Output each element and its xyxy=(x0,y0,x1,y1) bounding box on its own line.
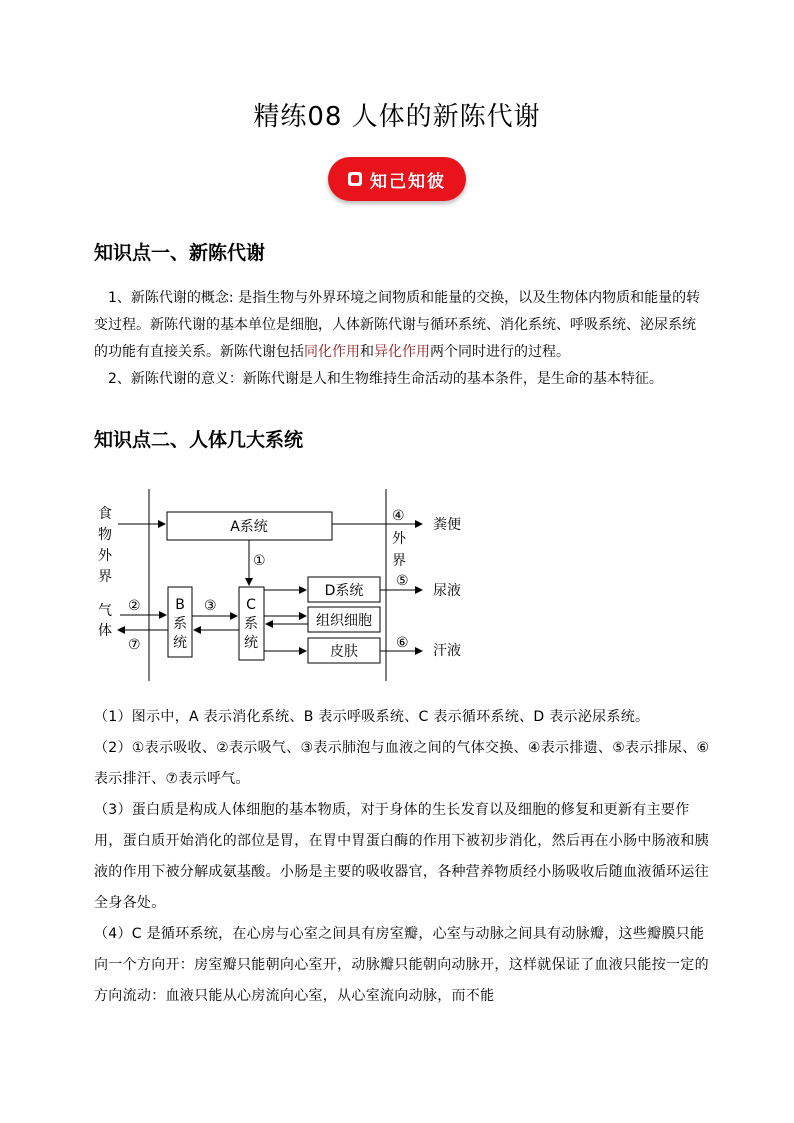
b-system-label-1: B xyxy=(175,597,185,613)
gas-label-1: 气 xyxy=(98,603,112,619)
marker-1: ① xyxy=(253,553,266,569)
c-system-label-1: C xyxy=(246,597,256,613)
paragraph-metabolism-meaning: 2、新陈代谢的意义：新陈代谢是人和生物维持生命活动的基本条件，是生命的基本特征。 xyxy=(108,371,663,387)
badge-label: 知己知彼 xyxy=(370,171,446,192)
skin-label: 皮肤 xyxy=(330,644,358,660)
concept-end-text: 两个同时进行的过程。 xyxy=(430,344,570,360)
c-system-label-2: 系 xyxy=(244,616,258,632)
marker-7: ⑦ xyxy=(128,637,141,653)
outside-right-label-1: 外 xyxy=(392,531,406,547)
section1-body xyxy=(94,285,706,393)
b-system-label-3: 统 xyxy=(173,635,187,651)
marker-4: ④ xyxy=(392,508,405,524)
gas-label-2: 体 xyxy=(98,623,112,639)
food-label-2: 物 xyxy=(98,527,112,543)
page-title: 精练08 人体的新陈代谢 xyxy=(253,102,541,132)
marker-2: ② xyxy=(128,598,141,614)
answer-3: （3）蛋白质是构成人体细胞的基本物质，对于身体的生长发育以及细胞的修复和更新有主要作用，蛋白质开始消化的部位是胃，在胃中胃蛋白酶的作用下被初步消化，然后再在小肠中肠液和胰液的作用下被分解成氨基酸。小肠是主要的吸收器官，各种营养物质经小肠吸收后随血液循环运往全身各处。 xyxy=(94,802,709,911)
d-system-label: D系统 xyxy=(324,583,364,599)
tissue-label: 组织细胞 xyxy=(316,613,372,629)
anabolism-term: 同化作用 xyxy=(304,344,360,360)
concept-text: 1、新陈代谢的概念: 是指生物与外界环境之间物质和能量的交换，以及生物体内物质和能量的转变过程。新陈代谢的基本单位是细胞，人体新陈代谢与循环系统、消化系统、呼吸系统、泌尿系统的功能有直接关系。新陈代谢包括 xyxy=(94,290,701,360)
conjunction-text: 和 xyxy=(360,344,374,360)
food-label-1: 食 xyxy=(98,506,112,522)
marker-3: ③ xyxy=(204,598,217,614)
c-system-label-3: 统 xyxy=(244,635,258,651)
section2-heading: 知识点二、人体几大系统 xyxy=(94,429,304,451)
catabolism-term: 异化作用 xyxy=(374,344,430,360)
book-icon xyxy=(348,172,362,186)
marker-5: ⑤ xyxy=(396,573,409,589)
human-systems-diagram xyxy=(90,485,480,685)
paragraph-metabolism-concept xyxy=(94,285,706,366)
urine-label: 尿液 xyxy=(433,583,461,599)
outside-left-label-1: 外 xyxy=(98,548,112,564)
b-system-label-2: 系 xyxy=(173,616,187,632)
outside-left-label-2: 界 xyxy=(98,569,112,585)
sweat-label: 汗液 xyxy=(433,643,461,659)
section-badge xyxy=(328,157,466,201)
outside-right-label-2: 界 xyxy=(392,553,406,569)
marker-6: ⑥ xyxy=(396,635,409,651)
section2-answers xyxy=(94,702,710,1012)
a-system-label: A系统 xyxy=(230,519,268,535)
answer-4: （4）C 是循环系统，在心房与心室之间具有房室瓣，心室与动脉之间具有动脉瓣，这些瓣膜只能向一个方向开：房室瓣只能朝向心室开，动脉瓣只能朝向动脉开，这样就保证了血液只能按一定的方向流动：血液只能从心房流向心室，从心室流向动脉，而不能 xyxy=(94,926,709,1004)
answer-1: （1）图示中，A 表示消化系统、B 表示呼吸系统、C 表示循环系统、D 表示泌尿系统。 xyxy=(94,709,650,725)
section1-heading: 知识点一、新陈代谢 xyxy=(94,242,266,264)
feces-label: 粪便 xyxy=(433,517,461,533)
answer-2: （2）①表示吸收、②表示吸气、③表示肺泡与血液之间的气体交换、④表示排遗、⑤表示排尿、⑥表示排汗、⑦表示呼气。 xyxy=(94,740,710,787)
